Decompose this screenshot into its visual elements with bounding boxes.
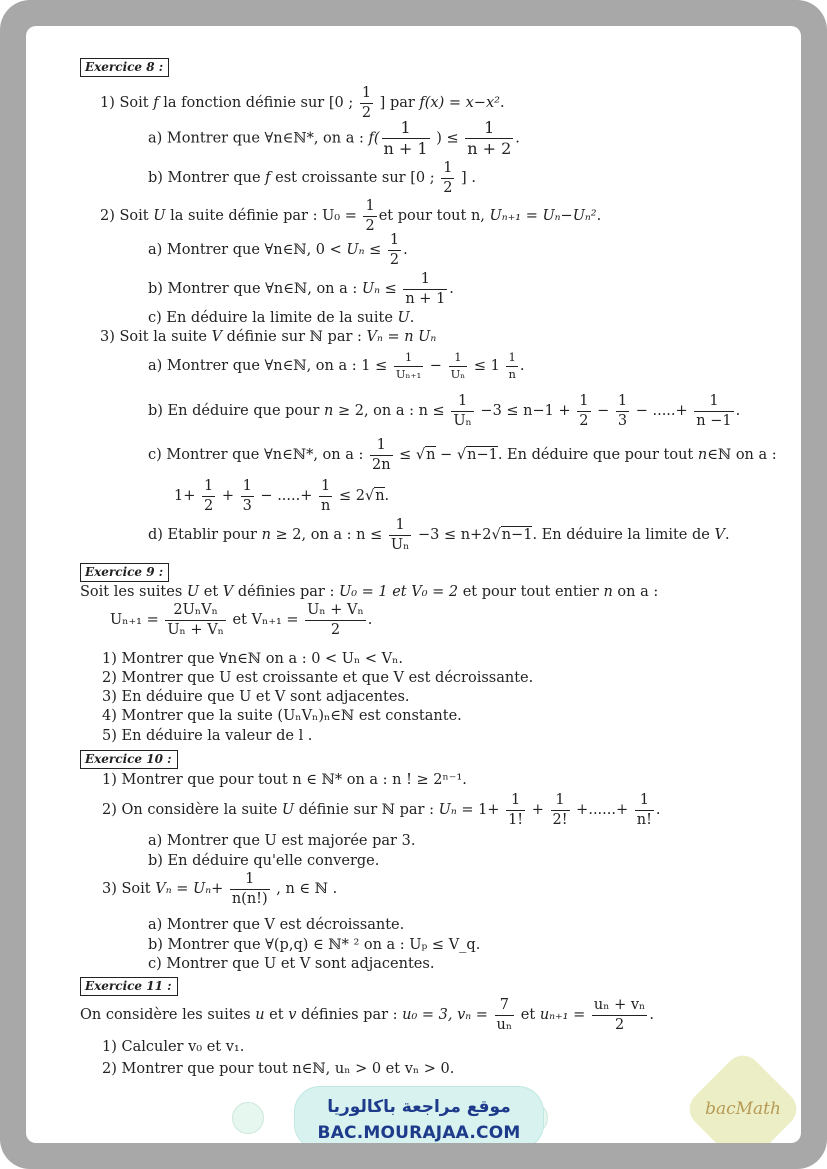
ex8-q3c: c) Montrer que ∀n∈ℕ*, on a : $\frac{1}{2n}$ ≤ √n − √n−1. En déduire que pour tout n∈ℕ on a : <box>148 437 777 473</box>
bacmath-logo-text: bacMath <box>705 1099 781 1119</box>
ex10-q3c: c) Montrer que U et V sont adjacentes. <box>148 956 435 972</box>
ex9-item-5: 5) En déduire la valeur de l . <box>102 728 313 744</box>
ex10-q2: 2) On considère la suite U définie sur ℕ par : Uₙ = 1+ $\frac{1}{1!}$ + $\frac{1}{2!}$ +......+ $\frac{1}{n!}$ . <box>102 792 661 828</box>
exercise-9-label: Exercice 9 : <box>80 563 169 582</box>
ex8-q1a: a) Montrer que ∀n∈ℕ*, on a : f( $\frac{1}{n + 1}$ ) ≤ $\frac{1}{n + 2}$ . <box>148 118 520 158</box>
bacmath-logo-icon <box>682 1048 801 1143</box>
ex8-q3d: d) Etablir pour n ≥ 2, on a : n ≤ $\frac{1}{\text{Uₙ}}$ −3 ≤ n+2√n−1. En déduire la limite de V. <box>148 517 730 553</box>
ex10-q3: 3) Soit Vₙ = Uₙ+ $\frac{1}{n(n!)}$ , n ∈ ℕ . <box>102 871 338 907</box>
ex8-q3: 3) Soit la suite V définie sur ℕ par : Vₙ = n Uₙ <box>100 329 437 345</box>
ex10-q3b: b) Montrer que ∀(p,q) ∈ ℕ* ² on a : Uₚ ≤ V_q. <box>148 937 481 953</box>
ex11-intro: On considère les suites u et v définies par : u₀ = 3, vₙ = $\frac{7}{\text{uₙ}}$ et uₙ₊₁ = $\frac{\text{uₙ + vₙ}}{2}$ . <box>80 997 654 1033</box>
ex8-q3a: a) Montrer que ∀n∈ℕ, on a : 1 ≤ $\frac{1}{\text{Uₙ₊₁}}$ − $\frac{1}{\text{Uₙ}}$ ≤ 1 $\frac{1}{n}$ . <box>148 350 525 381</box>
site-name-arabic: موقع مراجعة باكالوريا <box>327 1097 511 1117</box>
ex10-q3a: a) Montrer que V est décroissante. <box>148 917 405 933</box>
ex9-item-2: 2) Montrer que U est croissante et que V est décroissante. <box>102 670 534 686</box>
ex9-item-4: 4) Montrer que la suite (UₙVₙ)ₙ∈ℕ est constante. <box>102 708 462 724</box>
site-url[interactable]: BAC.MOURAJAA.COM <box>317 1123 521 1143</box>
ex10-q2a: a) Montrer que U est majorée par 3. <box>148 833 416 849</box>
exercise-10-label: Exercice 10 : <box>80 750 178 769</box>
ex8-q3c-line2: 1+ $\frac{1}{2}$ + $\frac{1}{3}$ − .....+ $\frac{1}{n}$ ≤ 2√n. <box>174 478 390 514</box>
ex8-q1: 1) Soit f la fonction définie sur [0 ; $\frac{1}{2}$ ] par f(x) = x−x². <box>100 85 505 121</box>
document-sheet <box>26 26 801 1143</box>
ex8-q1b: b) Montrer que f est croissante sur [0 ; $\frac{1}{2}$ ] . <box>148 160 476 196</box>
ex8-q2b: b) Montrer que ∀n∈ℕ, on a : Uₙ ≤ $\frac{1}{n + 1}$ . <box>148 271 454 307</box>
left-site-logo-icon <box>232 1102 264 1134</box>
site-badge[interactable] <box>294 1086 544 1143</box>
ex10-q2b: b) En déduire qu'elle converge. <box>148 853 380 869</box>
ex9-item-1: 1) Montrer que ∀n∈ℕ on a : 0 < Uₙ < Vₙ. <box>102 651 404 667</box>
ex9-item-3: 3) En déduire que U et V sont adjacentes. <box>102 689 410 705</box>
ex8-q2a: a) Montrer que ∀n∈ℕ, 0 < Uₙ ≤ $\frac{1}{2}$ . <box>148 232 408 268</box>
ex8-q2: 2) Soit U la suite définie par : U₀ = $\frac{1}{2}$ et pour tout n, Uₙ₊₁ = Uₙ−Uₙ². <box>100 198 602 234</box>
ex9-recurrence: Uₙ₊₁ = 2UₙVₙ Uₙ + Vₙ et Vₙ₊₁ = $\frac{\text{Uₙ + Vₙ}}{2}$ . <box>110 602 373 638</box>
document-content <box>26 26 801 1143</box>
ex8-q2c: c) En déduire la limite de la suite U. <box>148 310 415 326</box>
ex8-q3b: b) En déduire que pour n ≥ 2, on a : n ≤ $\frac{1}{\text{Uₙ}}$ −3 ≤ n−1 + $\frac{1}{2}$ − $\frac{1}{3}$ − .....+ $\frac{1}{n -1}$ . <box>148 393 741 429</box>
ex11-q1: 1) Calculer v₀ et v₁. <box>102 1039 245 1055</box>
ex9-intro: Soit les suites U et V définies par : U₀ = 1 et V₀ = 2 et pour tout entier n on a : <box>80 584 659 600</box>
exercise-8-label: Exercice 8 : <box>80 58 169 77</box>
ex10-q1: 1) Montrer que pour tout n ∈ ℕ* on a : n ! ≥ 2ⁿ⁻¹. <box>102 772 467 788</box>
ex11-q2: 2) Montrer que pour tout n∈ℕ, uₙ > 0 et vₙ > 0. <box>102 1061 455 1077</box>
exercise-11-label: Exercice 11 : <box>80 977 178 996</box>
